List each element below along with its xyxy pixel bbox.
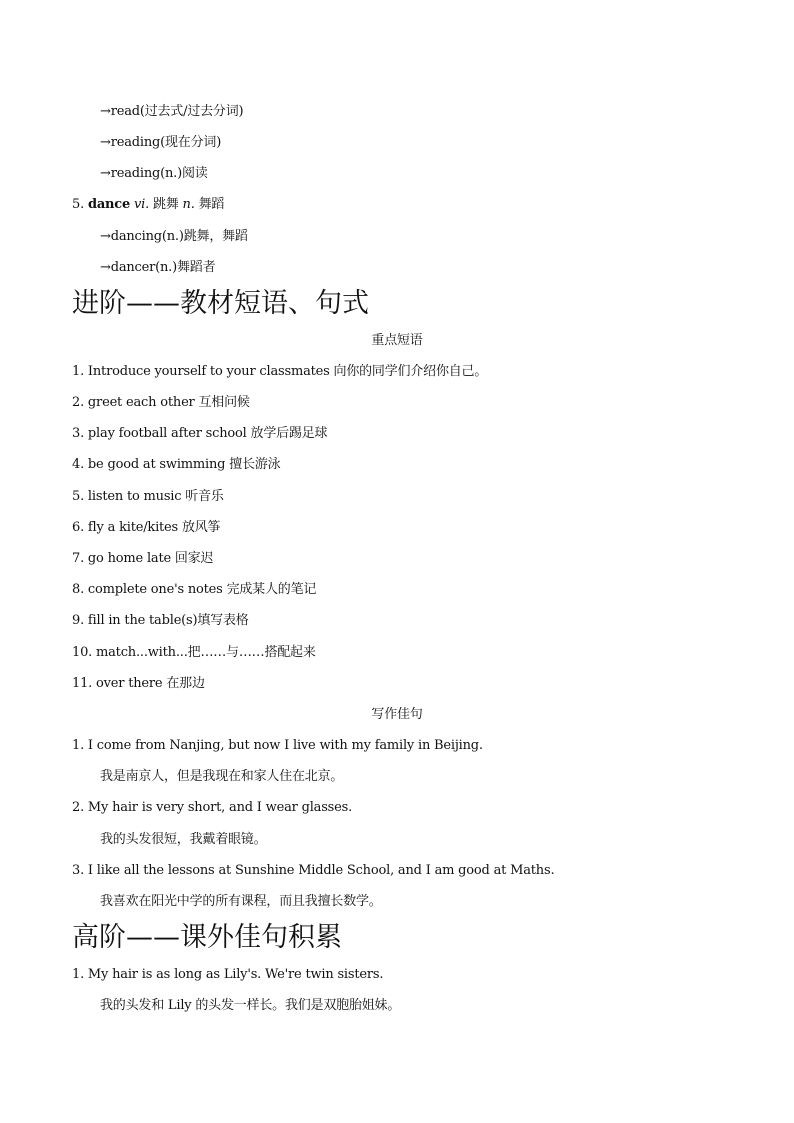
phrase-item: 7. go home late 回家迟: [72, 551, 214, 566]
sentence-english: 2. My hair is very short, and I wear glasses.: [72, 800, 353, 815]
phrase-item: 10. match...with...把……与……搭配起来: [72, 645, 316, 660]
vocab-read-past: →read(过去式/过去分词): [100, 104, 244, 119]
sentence-chinese: 我的头发很短，我戴着眼镜。: [100, 832, 267, 847]
sentence-english: 3. I like all the lessons at Sunshine Middle School, and I am good at Maths.: [72, 863, 555, 878]
vocab-dance-pos-verb: vi.: [130, 197, 150, 212]
sentence-chinese: 我是南京人，但是我现在和家人住在北京。: [100, 769, 344, 784]
vocab-dancer: →dancer(n.)舞蹈者: [100, 260, 216, 275]
sentence-chinese: 我的头发和 Lily 的头发一样长。我们是双胞胎姐妹。: [100, 998, 401, 1013]
section-title-high: 高阶——课外佳句积累: [72, 922, 342, 953]
vocab-reading-noun: →reading(n.)阅读: [100, 166, 208, 181]
vocab-dance-meaning-verb: 跳舞: [149, 197, 183, 212]
phrase-item: 5. listen to music 听音乐: [72, 489, 224, 504]
phrase-item: 11. over there 在那边: [72, 676, 205, 691]
vocab-dance-pos-noun: n.: [182, 197, 195, 212]
phrase-item: 4. be good at swimming 擅长游泳: [72, 457, 281, 472]
sentence-english: 1. I come from Nanjing, but now I live with my family in Beijing.: [72, 738, 483, 753]
phrase-item: 9. fill in the table(s)填写表格: [72, 613, 249, 628]
phrase-item: 3. play football after school 放学后踢足球: [72, 426, 328, 441]
sentence-english: 1. My hair is as long as Lily's. We're twin sisters.: [72, 967, 384, 982]
phrase-item: 6. fly a kite/kites 放风筝: [72, 520, 221, 535]
vocab-dancing: →dancing(n.)跳舞，舞蹈: [100, 229, 248, 244]
phrase-item: 2. greet each other 互相问候: [72, 395, 250, 410]
vocab-dance-number: 5.: [72, 197, 88, 212]
vocab-dance-entry: [72, 196, 224, 214]
phrase-item: 8. complete one's notes 完成某人的笔记: [72, 582, 317, 597]
sentence-chinese: 我喜欢在阳光中学的所有课程，而且我擅长数学。: [100, 894, 382, 909]
vocab-reading-present: →reading(现在分词): [100, 135, 222, 150]
section-title-advanced: 进阶——教材短语、句式: [72, 288, 369, 319]
phrases-heading: 重点短语: [371, 333, 423, 348]
vocab-dance-meaning-noun: 舞蹈: [194, 197, 225, 212]
phrase-item: 1. Introduce yourself to your classmates 向你的同学们介绍你自己。: [72, 364, 488, 379]
sentences-heading: 写作佳句: [371, 707, 423, 722]
vocab-dance-word: dance: [87, 197, 131, 212]
